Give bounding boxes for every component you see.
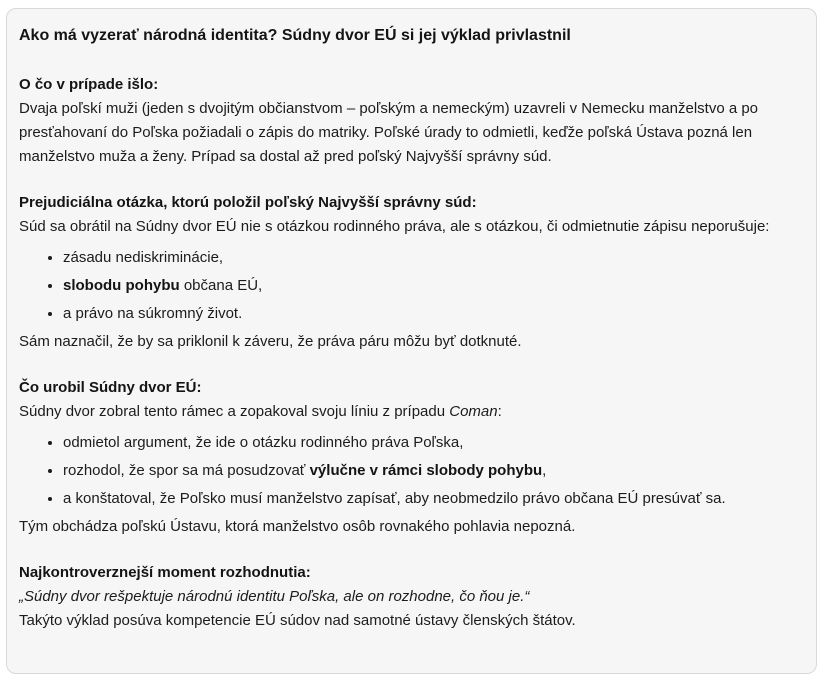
list-item: • odmietol argument, že ide o otázku rodinného práva Poľska, <box>63 431 800 455</box>
section-heading-controversy: Najkontroverznejší moment rozhodnutia: <box>19 564 311 581</box>
message-card <box>6 8 817 674</box>
list-item-rest: občana EÚ, <box>179 277 263 294</box>
quote-text: „Súdny dvor rešpektuje národnú identitu Poľska, ale on rozhodne, čo ňou je.“ <box>19 588 530 605</box>
section-intro-question: Súd sa obrátil na Súdny dvor EÚ nie s otázkou rodinného práva, ale s otázkou, či odmietnutie zápisu neporušuje: <box>19 218 770 235</box>
paragraph-court-hint: Sám naznačil, že by sa priklonil k záveru, že práva páru môžu byť dotknuté. <box>19 333 522 350</box>
list-item <box>63 459 800 483</box>
paragraph-constitution-note: Tým obchádza poľskú Ústavu, ktorá manželstvo osôb rovnakého pohlavia nepozná. <box>19 518 576 535</box>
closing-text: Takýto výklad posúva kompetencie EÚ súdov nad samotné ústavy členských štátov. <box>19 612 576 629</box>
list-item: • zásadu nediskriminácie, <box>63 246 800 270</box>
section-ruling <box>19 376 800 424</box>
case-name-italic: Coman <box>449 403 498 420</box>
section-case <box>19 73 800 169</box>
list-item-rest: , <box>542 462 547 479</box>
bullet-list-ruling <box>19 431 800 511</box>
list-item: • a právo na súkromný život. <box>63 302 800 326</box>
list-item-bold: slobodu pohybu <box>63 277 180 294</box>
section-body-case: Dvaja poľskí muži (jeden s dvojitým občianstvom – poľským a nemeckým) uzavreli v Nemecku manželstvo a po presťahovaní do Poľska požiadali o zápis do matriky. Poľské úrady to odmietli, keďže poľská Ústava pozná len manželstvo muža a ženy. Prípad sa dostal až pred poľský Najvyšší správny súd. <box>19 100 759 165</box>
section-heading-ruling: Čo urobil Súdny dvor EÚ: <box>19 379 202 396</box>
list-item <box>63 274 800 298</box>
section-heading-question: Prejudiciálna otázka, ktorú položil poľský Najvyšší správny súd: <box>19 194 477 211</box>
section-intro-ruling-before: Súdny dvor zobral tento rámec a zopakoval svoju líniu z prípadu <box>19 403 450 420</box>
section-intro-ruling-after: : <box>497 403 502 420</box>
section-controversy <box>19 561 800 633</box>
section-heading-case: O čo v prípade išlo: <box>19 76 159 93</box>
list-item: • a konštatoval, že Poľsko musí manželstvo zapísať, aby neobmedzilo právo občana EÚ presúvať sa. <box>63 487 800 511</box>
article-title: Ako má vyzerať národná identita? Súdny dvor EÚ si jej výklad privlastnil <box>19 27 571 44</box>
bullet-list-question <box>19 246 800 326</box>
section-question <box>19 191 800 239</box>
list-item-lead: rozhodol, že spor sa má posudzovať <box>63 462 310 479</box>
list-item-bold: výlučne v rámci slobody pohybu <box>309 462 543 479</box>
